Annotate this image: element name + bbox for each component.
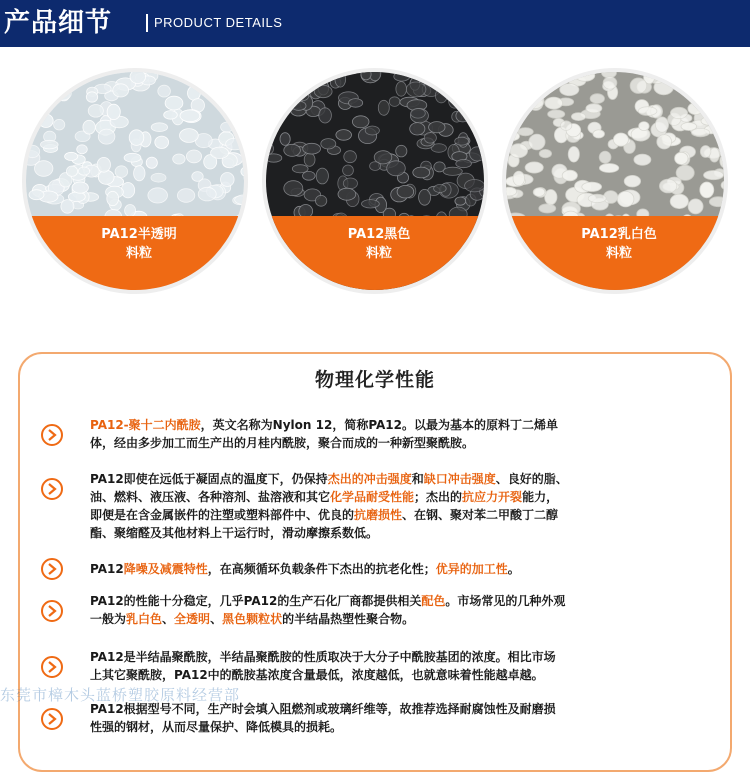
highlighted-text: 抗磨损性 — [354, 508, 403, 522]
pellet — [107, 104, 120, 119]
highlighted-text: PA12-聚十二内酰胺 — [90, 418, 201, 432]
pellet — [221, 173, 235, 187]
pellet — [321, 139, 336, 149]
pellet — [465, 180, 485, 192]
pellet — [292, 165, 308, 173]
pellet — [314, 85, 332, 97]
pellet — [571, 113, 585, 121]
pellet — [115, 166, 128, 178]
pellet — [396, 145, 407, 157]
pellet — [247, 72, 248, 79]
pellet — [470, 147, 486, 161]
pellet — [455, 137, 469, 145]
body-text: 的半结晶热塑性聚合物。 — [282, 612, 415, 626]
pellet — [343, 178, 357, 189]
pellet — [670, 194, 688, 208]
highlighted-text: 降噪及减震特性 — [123, 562, 208, 576]
pellet — [244, 171, 248, 184]
pellet — [378, 100, 389, 115]
pellet — [370, 162, 381, 171]
pellet — [518, 128, 534, 136]
pellet — [716, 104, 728, 116]
highlighted-text: 全透明 — [174, 612, 211, 626]
pellet — [681, 123, 697, 131]
pellet — [228, 93, 240, 105]
pellet — [180, 72, 192, 79]
body-text: ，在高频循环负载条件下杰出的抗老化性； — [207, 562, 436, 576]
pellet — [560, 121, 571, 131]
pellet — [429, 122, 445, 133]
pellet — [389, 97, 400, 107]
pellet — [533, 188, 545, 197]
body-text: 一般为 — [90, 612, 127, 626]
pellet-image-milky-white — [502, 68, 728, 294]
pellet — [31, 107, 46, 119]
product-caption-band — [26, 216, 248, 290]
highlighted-text: 乳白色 — [126, 612, 163, 626]
pellet — [725, 102, 728, 113]
chevron-right-icon — [41, 424, 63, 446]
pellet — [590, 94, 604, 104]
pellet — [582, 182, 602, 191]
pellet — [284, 144, 301, 156]
paragraph-line — [90, 506, 690, 524]
pellet — [151, 173, 166, 182]
pellet — [72, 182, 88, 193]
pellet — [173, 154, 185, 164]
pellet — [266, 154, 282, 162]
pellet — [65, 152, 78, 160]
chevron-right-icon — [41, 478, 63, 500]
pellet — [472, 119, 488, 131]
body-text: 上其它聚酰胺，PA12中的酰胺基浓度含量最低，浓度越低，也就意味着性能越卓越。 — [90, 668, 544, 682]
pellet — [221, 122, 233, 132]
paragraph-line — [90, 434, 690, 452]
body-text: PA12即使在远低于凝固点的温度下，仍保持 — [90, 472, 328, 486]
header-bar — [0, 0, 750, 47]
pellet — [113, 84, 129, 97]
product-caption-band — [506, 216, 728, 290]
pellet — [639, 122, 649, 131]
body-text: 、 — [162, 612, 175, 626]
pellet — [593, 130, 605, 138]
pellet — [77, 145, 88, 154]
highlighted-text: 化学品耐受性能 — [330, 490, 415, 504]
body-text: PA12的性能十分稳定，几乎PA12的生产石化厂商都提供相关 — [90, 594, 422, 608]
pellet — [675, 152, 688, 164]
pellet — [41, 140, 59, 149]
panel-title: 物理化学性能 — [314, 369, 435, 391]
highlighted-text: 杰出的冲击强度 — [327, 472, 412, 486]
body-text: 酯、聚缩醛及其他材料上干运行时，滑动摩擦系数低。 — [90, 526, 379, 540]
pellet — [513, 171, 525, 186]
pellet — [66, 166, 77, 176]
pellet — [443, 167, 462, 175]
pellet — [365, 126, 379, 135]
pellet — [61, 200, 74, 214]
body-text: PA12 — [90, 562, 124, 576]
pellet — [164, 111, 178, 120]
pellet — [510, 144, 528, 158]
pellet — [638, 107, 657, 116]
pellet — [659, 179, 676, 193]
pellet — [78, 167, 89, 175]
pellet — [394, 72, 410, 81]
pellet — [471, 105, 488, 114]
pellet — [506, 187, 517, 196]
pellet — [456, 160, 472, 168]
pellet — [613, 133, 628, 146]
property-paragraph — [90, 700, 690, 736]
product-card-translucent — [22, 68, 248, 294]
pellet — [630, 78, 647, 94]
pellet — [343, 165, 354, 176]
pellet — [148, 188, 168, 203]
pellet — [506, 109, 520, 122]
body-text: 能力， — [522, 490, 559, 504]
pellet — [588, 194, 606, 202]
pellet — [336, 130, 352, 141]
paragraph-line — [90, 470, 690, 488]
pellet — [280, 133, 290, 146]
pellet — [125, 205, 136, 217]
pellet — [186, 150, 201, 163]
paragraph-line — [90, 718, 690, 736]
title-divider — [146, 14, 148, 32]
pellet — [316, 168, 328, 184]
property-paragraph — [90, 648, 690, 684]
pellet — [586, 104, 602, 113]
property-paragraph — [90, 560, 690, 578]
paragraph-line — [90, 524, 690, 542]
paragraph-line — [90, 488, 690, 506]
pellet — [352, 116, 369, 128]
body-text: 和 — [411, 472, 424, 486]
pellet-image-black — [262, 68, 488, 294]
pellet — [539, 149, 551, 157]
pellet — [704, 171, 724, 180]
chevron-right-icon — [41, 600, 63, 622]
pellet — [424, 133, 436, 144]
product-form: 料粒 — [125, 246, 152, 261]
pellet — [435, 89, 447, 103]
product-name: PA12黑色 — [347, 227, 411, 242]
pellet — [165, 96, 183, 110]
pellet — [26, 145, 40, 157]
pellet — [304, 153, 315, 166]
company-watermark: 东莞市樟木头蓝桥塑胶原料经营部 — [0, 686, 241, 704]
chevron-right-icon — [41, 708, 63, 730]
pellet — [130, 72, 146, 84]
pellet — [361, 72, 371, 80]
pellet — [86, 92, 97, 102]
pellet — [419, 189, 431, 205]
paragraph-line — [90, 610, 690, 628]
pellet — [406, 82, 426, 97]
body-text: PA12根据型号不同，生产时会填入阻燃剂或玻璃纤维等，故推荐选择耐腐蚀性及耐磨损 — [90, 702, 556, 716]
product-card-milky-white — [502, 68, 728, 294]
pellet — [53, 87, 71, 100]
pellet — [54, 119, 65, 130]
pellet — [180, 129, 199, 143]
pellet — [211, 147, 229, 158]
property-paragraph — [90, 470, 690, 542]
pellet — [349, 99, 363, 108]
body-text: ；杰出的 — [414, 490, 463, 504]
body-text: 、在钢、聚对苯二甲酸丁二醇 — [402, 508, 559, 522]
pellet — [568, 147, 579, 163]
highlighted-text: 黑色颗粒状 — [222, 612, 283, 626]
pellet — [700, 182, 714, 198]
highlighted-text: 缺口冲击强度 — [423, 472, 496, 486]
pellet — [303, 171, 316, 180]
highlighted-text: 优异的加工性 — [435, 562, 508, 576]
pellet — [560, 84, 579, 96]
pellet — [303, 143, 321, 154]
pellet — [562, 170, 577, 181]
pellet — [177, 189, 194, 203]
pellet — [107, 191, 119, 205]
property-paragraph — [90, 416, 690, 452]
pellet — [98, 170, 114, 184]
pellet — [688, 103, 703, 115]
product-name: PA12半透明 — [101, 227, 177, 242]
paragraph-line — [90, 560, 690, 578]
paragraph-line — [90, 416, 690, 434]
pellet — [657, 135, 672, 149]
pellet — [529, 134, 545, 150]
pellet — [146, 157, 157, 168]
pellet — [701, 117, 719, 126]
product-name: PA12乳白色 — [581, 227, 657, 242]
pellet — [235, 195, 248, 205]
pellet — [124, 153, 141, 162]
pellet — [396, 82, 407, 97]
paragraph-line — [90, 592, 690, 610]
pellet — [291, 101, 306, 110]
body-text: 油、燃料、液压液、各种溶剂、盐溶液和其它 — [90, 490, 331, 504]
pellet — [411, 109, 426, 119]
pellet — [449, 72, 463, 83]
section-subtitle: PRODUCT DETAILS — [154, 15, 283, 30]
pellet — [410, 123, 425, 135]
pellet — [434, 185, 447, 193]
pellet — [387, 161, 406, 176]
pellet — [338, 188, 356, 200]
pellet — [456, 110, 470, 122]
pellet — [98, 129, 115, 144]
pellet — [29, 190, 44, 200]
pellet — [231, 114, 248, 127]
pellet — [455, 197, 466, 205]
pellet — [151, 123, 167, 132]
body-text: PA12是半结晶聚酰胺，半结晶聚酰胺的性质取决于大分子中酰胺基团的浓度。相比市场 — [90, 650, 556, 664]
body-text: 。市场常见的几种外观 — [445, 594, 566, 608]
pellet — [335, 72, 346, 87]
product-form: 料粒 — [365, 246, 392, 261]
pellet — [83, 120, 95, 134]
pellet — [545, 97, 563, 109]
body-text: 体，经由多步加工而生产出的月桂内酰胺，聚合而成的一种新型聚酰胺。 — [90, 436, 475, 450]
pellet — [700, 146, 711, 158]
pellet — [704, 89, 719, 99]
body-text: ，英文名称为Nylon 12，简称PA12。以最为基本的原料丁二烯单 — [200, 418, 558, 432]
product-form: 料粒 — [605, 246, 632, 261]
pellet — [688, 199, 703, 214]
pellet — [227, 72, 245, 85]
body-text: 。 — [507, 562, 520, 576]
pellet — [506, 91, 518, 106]
pellet — [158, 85, 171, 97]
pellet — [219, 91, 229, 106]
pellet — [88, 105, 103, 118]
pellet — [155, 136, 169, 148]
paragraph-line — [90, 666, 690, 684]
body-text: 、 — [210, 612, 223, 626]
pellet — [655, 117, 668, 132]
pellet — [603, 77, 617, 90]
pellet — [198, 187, 216, 201]
pellet — [134, 166, 145, 181]
pellet — [599, 164, 618, 173]
pellet — [548, 110, 565, 119]
pellet — [634, 154, 651, 165]
pellet — [282, 86, 299, 101]
pellet — [449, 94, 461, 108]
pellet — [575, 72, 595, 81]
pellet — [670, 107, 687, 118]
pellet — [180, 110, 200, 122]
pellet — [709, 197, 727, 207]
pellet — [525, 94, 544, 109]
pellet — [362, 200, 380, 208]
pellet — [129, 130, 144, 146]
pellet — [45, 72, 63, 79]
pellet — [26, 87, 36, 99]
section-title: 产品细节 — [4, 8, 113, 38]
pellet — [319, 108, 332, 123]
pellet — [315, 195, 326, 206]
pellet-image-translucent — [22, 68, 248, 294]
pellet — [617, 191, 634, 207]
paragraph-line — [90, 648, 690, 666]
pellet — [226, 138, 245, 150]
pellet — [525, 162, 543, 173]
pellet — [599, 151, 611, 163]
property-paragraph — [90, 592, 690, 628]
highlighted-text: 配色 — [421, 594, 446, 608]
pellet — [397, 185, 414, 198]
pellet — [169, 72, 179, 78]
product-caption-band — [266, 216, 488, 290]
pellet — [344, 151, 357, 163]
chevron-right-icon — [41, 656, 63, 678]
pellet — [413, 167, 430, 178]
chevron-right-icon — [41, 558, 63, 580]
body-text: 性强的钢材，从而尽量保护、降低模具的损耗。 — [90, 720, 343, 734]
highlighted-text: 抗应力开裂 — [462, 490, 523, 504]
pellet — [539, 204, 556, 213]
body-text: 、良好的脂、 — [495, 472, 568, 486]
pellet — [284, 181, 303, 196]
pellet — [266, 104, 283, 112]
product-card-black — [262, 68, 488, 294]
pellet — [690, 80, 700, 91]
body-text: 即便是在含金属嵌件的注塑或塑料部件中、优良的 — [90, 508, 355, 522]
pellet — [476, 81, 488, 96]
pellet — [188, 86, 201, 100]
pellet — [35, 161, 53, 177]
pellet — [624, 175, 640, 187]
